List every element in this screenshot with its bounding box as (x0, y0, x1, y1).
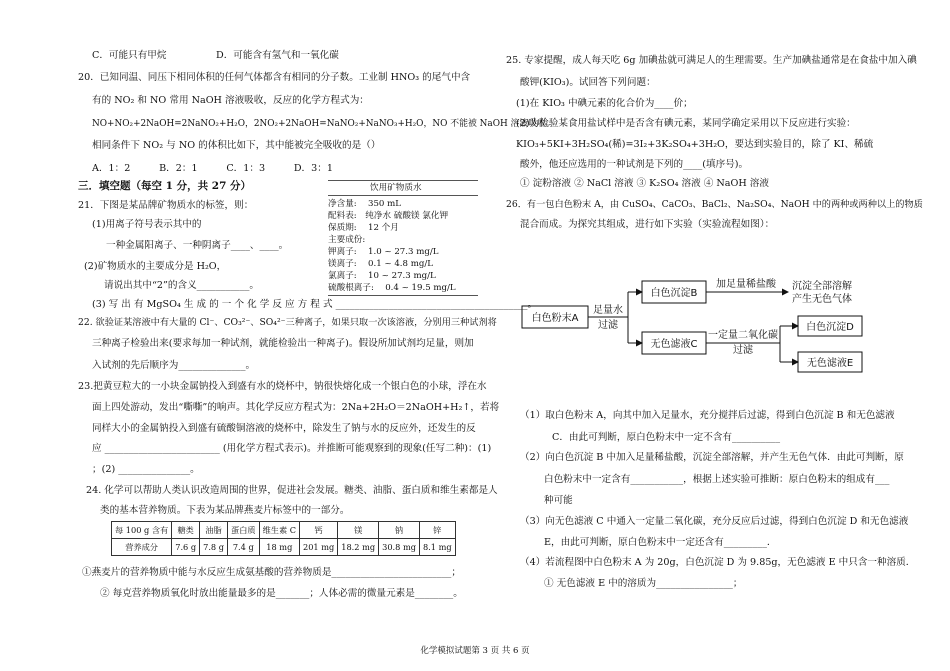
table-cell: 18 mg (259, 539, 299, 556)
table-cell: 锌 (419, 522, 455, 539)
q22-stem: 22. 欲验证某溶液中有大量的 Cl⁻、CO₃²⁻、SO₄²⁻三种离子，如果只取一次该溶液，分别用三种试剂将 (78, 317, 497, 328)
hcl-label: 加足量稀盐酸 (716, 279, 776, 290)
nutrition-value-row (112, 539, 456, 556)
q23-line4: 应 ________________________ (用化学方程式表示)。并推断可能观察到的现象(任写二种)：(1) (92, 443, 492, 454)
label-magnesium: 镁离子: 0.1 ~ 4.8 mg/L (328, 259, 433, 269)
page-footer: 化学模拟试题第 3 页 共 6 页 (420, 646, 530, 656)
q24-part2: ② 每克营养物质氧化时放出能量最多的是_______；人体必需的微量元素是________。 (100, 588, 463, 599)
q25-part1: (1)在 KIO₃ 中碘元素的化合价为____价； (516, 98, 693, 109)
box-d-label: 白色沉淀D (806, 322, 854, 333)
table-cell: 每 100 g 含有 (112, 522, 172, 539)
table-cell: 7.6 g (172, 539, 200, 556)
option-d: D．可能含有氢气和一氧化碳 (216, 50, 339, 61)
label-bottom-rule (328, 295, 478, 296)
q26-part2-line2: 白色粉末中一定含有___________，根据上述实验可推断：原白色粉末的组成有___ (544, 474, 890, 485)
nutrition-table (111, 521, 456, 556)
label-components: 主要成份: (328, 235, 366, 245)
q23-line3: 同样大小的金属钠投入到盛有硫酸铜溶液的烧杯中，除发生了钠与水的反应外，还发生的反 (92, 423, 476, 434)
co2-label: 一定量二氧化碳 (708, 330, 778, 341)
table-cell: 维生素 C (259, 522, 299, 539)
label-title-rule (328, 195, 478, 196)
q26-line2: 混合而成。为探究其组成，进行如下实验（实验流程如图）： (520, 219, 775, 230)
table-cell: 钠 (379, 522, 420, 539)
q20-line2: 有的 NO₂ 和 NO 常用 NaOH 溶液吸收，反应的化学方程式为： (92, 95, 369, 106)
q21-part1-blank: 一种金属阳离子、一种阴离子____、____。 (106, 240, 289, 251)
label-sulfate: 硫酸根离子: 0.4 ~ 19.5 mg/L (328, 283, 456, 293)
nutrition-header-row (112, 522, 456, 539)
q24-stem: 24. 化学可以帮助人类认识改造周围的世界，促进社会发展。糖类、油脂、蛋白质和维生素都是人 (86, 485, 498, 496)
q26-part4: （4）若流程图中白色粉末 A 为 20g，白色沉淀 D 为 9.85g，无色滤液 E 中只含一种溶质． (520, 557, 916, 568)
q21-part2-blank: 请说出其中“2”的含义___________。 (104, 280, 260, 291)
experiment-flow-diagram (518, 272, 898, 382)
q26-part1-line2: C．由此可判断，原白色粉末中一定不含有__________ (552, 432, 780, 443)
q25-options: ① 淀粉溶液 ② NaCl 溶液 ③ K₂SO₄ 溶液 ④ NaOH 溶液 (520, 178, 769, 189)
box-c-label: 无色滤液C (650, 339, 698, 350)
table-cell: 7.4 g (228, 539, 260, 556)
q26-part1: （1）取白色粉末 A，向其中加入足量水，充分搅拌后过滤，得到白色沉淀 B 和无色滤液 (520, 410, 895, 421)
label-title: 饮用矿物质水 (370, 183, 422, 193)
option-c: C．可能只有甲烷 (92, 50, 167, 61)
table-cell: 8.1 mg (419, 539, 455, 556)
table-cell: 镁 (338, 522, 379, 539)
label-ingredients: 配料表: 纯净水 硫酸镁 氯化钾 (328, 211, 449, 221)
q26-part2: （2）向白色沉淀 B 中加入足量稀盐酸，沉淀全部溶解，并产生无色气体．由此可判断，原 (520, 452, 904, 463)
q25-stem: 25. 专家提醒，成人每天吃 6g 加碘盐就可满足人的生理需要。生产加碘盐通常是在食盐中加入碘 (506, 55, 917, 66)
filter-label-1: 过滤 (598, 320, 618, 331)
q23-stem: 23.把黄豆粒大的一小块金属钠投入到盛有水的烧杯中，钠很快熔化成一个银白色的小球，浮在水 (78, 381, 487, 392)
q21-part2: (2)矿物质水的主要成分是 H₂O， (84, 261, 227, 272)
label-net: 净含量: 350 mL (328, 199, 401, 209)
q26-part3-line2: E，由此可判断，原白色粉末中一定还含有_________． (544, 537, 777, 548)
table-cell: 201 mg (300, 539, 338, 556)
label-top-rule (328, 180, 478, 181)
q21-part1: (1)用离子符号表示其中的 (92, 219, 202, 230)
q20-equations: NO+NO₂+2NaOH=2NaNO₂+H₂O，2NO₂+2NaOH=NaNO₂+NaNO₃+H₂O，NO 不能被 NaOH 溶液吸收。 (92, 119, 555, 129)
label-shelf-life: 保质期: 12 个月 (328, 223, 399, 233)
q22-line2: 三种离子检验出来(要求每加一种试剂，就能检验出一种离子)。假设所加试剂均足量，则加 (92, 338, 474, 349)
q24-part1: ①燕麦片的营养物质中能与水反应生成氨基酸的营养物质是_________________________； (82, 567, 461, 578)
q23-line2: 面上四处游动，发出“嘶嘶”的响声。其化学反应方程式为：2Na+2H₂O＝2NaOH+H₂↑，若将 (92, 402, 500, 413)
table-cell: 油脂 (200, 522, 228, 539)
q25-line2: 酸钾(KIO₃)。试回答下列问题： (520, 77, 656, 88)
q25-line6: 酸外，他还应选用的一种试剂是下列的____(填序号)。 (520, 159, 749, 170)
q23-line5: ；(2) _______________。 (92, 464, 200, 475)
box-e-label: 无色滤液E (806, 358, 854, 369)
q22-line3: 入试剂的先后顺序为______________。 (92, 360, 256, 371)
result-b-2: 产生无色气体 (792, 294, 852, 305)
q26-part4-sub1: ① 无色滤液 E 中的溶质为________________； (544, 578, 743, 589)
q24-line2: 类的基本营养物质。下表为某品牌燕麦片标签中的一部分。 (100, 505, 350, 516)
label-potassium: 钾离子: 1.0 ~ 27.3 mg/L (328, 247, 439, 257)
q20-options: A．1：2 B．2：1 C．1：3 D．3：1 (92, 163, 333, 174)
q21-part3: (3) 写 出 有 MgSO₄ 生 成 的 一 个 化 学 反 应 方 程 式 ________________________________________。 (92, 299, 538, 310)
table-cell: 30.8 mg (379, 539, 420, 556)
q21-stem: 21．下图是某品牌矿物质水的标签，则： (78, 200, 254, 211)
table-cell: 18.2 mg (338, 539, 379, 556)
filter-label-2: 过滤 (733, 345, 753, 356)
label-chloride: 氯离子: 10 ~ 27.3 mg/L (328, 271, 436, 281)
section-heading: 三．填空题（每空 1 分，共 27 分） (78, 180, 252, 192)
q26-stem: 26．有一包白色粉末 A，由 CuSO₄、CaCO₃、BaCl₂、Na₂SO₄、NaOH 中的两种或两种以上的物质 (506, 199, 923, 210)
table-cell: 蛋白质 (228, 522, 260, 539)
result-b-1: 沉淀全部溶解 (792, 281, 852, 292)
box-b-label: 白色沉淀B (650, 288, 698, 299)
table-cell: 糖类 (172, 522, 200, 539)
water-label: 足量水 (593, 305, 623, 316)
table-cell: 7.8 g (200, 539, 228, 556)
q26-part3: （3）向无色滤液 C 中通入一定量二氧化碳，充分反应后过滤，得到白色沉淀 D 和无色滤液 (520, 516, 909, 527)
q20-line4: 相同条件下 NO₂ 与 NO 的体积比如下，其中能被完全吸收的是（） (92, 140, 381, 151)
q20-stem: 20．已知同温、同压下相同体积的任何气体都含有相同的分子数。工业制 HNO₃ 的尾气中含 (78, 72, 471, 83)
box-a-label: 白色粉末A (531, 313, 579, 324)
table-cell: 营养成分 (112, 539, 172, 556)
q25-part2: (2)为检验某食用盐试样中是否含有碘元素，某同学确定采用以下反应进行实验： (516, 118, 856, 129)
q26-part2-line3: 种可能 (544, 495, 573, 506)
table-cell: 钙 (300, 522, 338, 539)
q25-equation: KIO₃+5KI+3H₂SO₄(稀)=3I₂+3K₂SO₄+3H₂O，要达到实验目的，除了 KI、稀硫 (516, 139, 874, 150)
